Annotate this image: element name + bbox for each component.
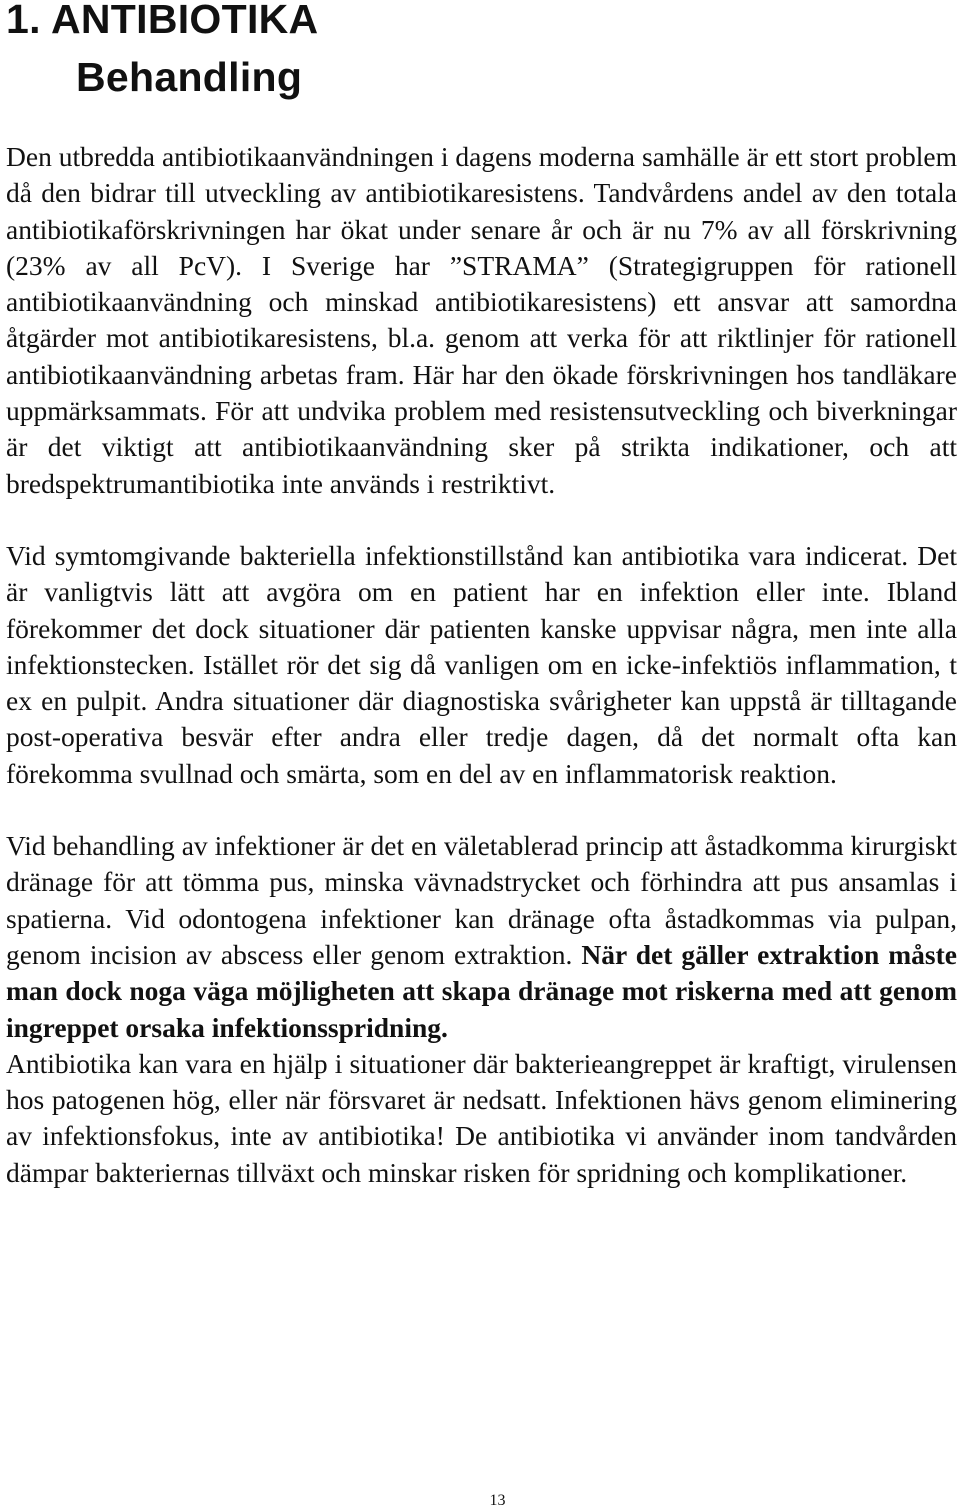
paragraph-2-text: Vid symtomgivande bakteriella infektionstillstånd kan antibiotika vara indicerat. Det är vanligtvis lätt att avgöra om en patient har en infektion eller inte. Ibland förekommer det dock situationer där patienten kanske uppvisar några, men inte alla infektionstecken. Istället rör det sig då vanligen om en icke-infektiös inflammation, t ex en pulpit. Andra situationer där diagnostiska svårigheter kan uppstå är tilltagande post-operativa besvär efter andra eller tredje dagen, då det normalt ofta kan förekomma svullnad och smärta, som en del av en inflammatorisk reaktion. [6, 539, 957, 789]
section-subtitle: Behandling [76, 54, 303, 100]
section-title: ANTIBIOTIKA [50, 0, 319, 42]
paragraph-3-text: Vid behandling av infektioner är det en väletablerad princip att åstadkomma kirurgiskt dränage för att tömma pus, minska vävnadstrycket och förhindra att pus ansamlas i spatierna. Vid odontogena infektioner kan dränage ofta åstadkommas via pulpan, genom incision av abscess eller genom extraktion. [6, 830, 957, 970]
body-text [6, 139, 957, 1191]
paragraph-4 [6, 1046, 957, 1191]
section-number: 1. [6, 0, 41, 42]
page-title [6, 0, 318, 106]
paragraph-2 [6, 538, 957, 792]
paragraph-1-text: Den utbredda antibiotikaanvändningen i dagens moderna samhälle är ett stort problem då den bidrar till utveckling av antibiotikaresistens. Tandvårdens andel av den totala antibiotikaförskrivningen har ökat under senare år och är nu 7% av all förskrivning (23% av all PcV). I Sverige har ”STRAMA” (Strategigruppen för rationell antibiotikaanvändning och minskad antibiotikaresistens) ett ansvar att samordna åtgärder mot antibiotikaresistens, bl.a. genom att verka för att riktlinjer för rationell antibiotikaanvändning arbetas fram. Här har den ökade förskrivningen hos tandläkare uppmärksammats. För att undvika problem med resistensutveckling och biverkningar är det viktigt att antibiotikaanvändning sker på strikta indikationer, och att bredspektrumantibiotika inte används i restriktivt. [6, 141, 957, 499]
paragraph-4-text: Antibiotika kan vara en hjälp i situationer där bakterieangreppet är kraftigt, virulensen hos patogenen hög, eller när försvaret är nedsatt. Infektionen hävs genom eliminering av infektionsfokus, inte av antibiotika! De antibiotika vi använder inom tandvården dämpar bakteriernas tillväxt och minskar risken för spridning och komplikationer. [6, 1047, 957, 1188]
page-number: 13 [489, 1492, 506, 1509]
paragraph-spacer [6, 502, 957, 538]
paragraph-3-emphasis: När det gäller extraktion måste man dock noga väga möjligheten att skapa dränage mot riskerna med att genom ingreppet orsaka infektionsspridning. [6, 938, 957, 1043]
paragraph-1 [6, 139, 957, 502]
paragraph-spacer [6, 792, 957, 828]
paragraph-3 [6, 828, 957, 1046]
